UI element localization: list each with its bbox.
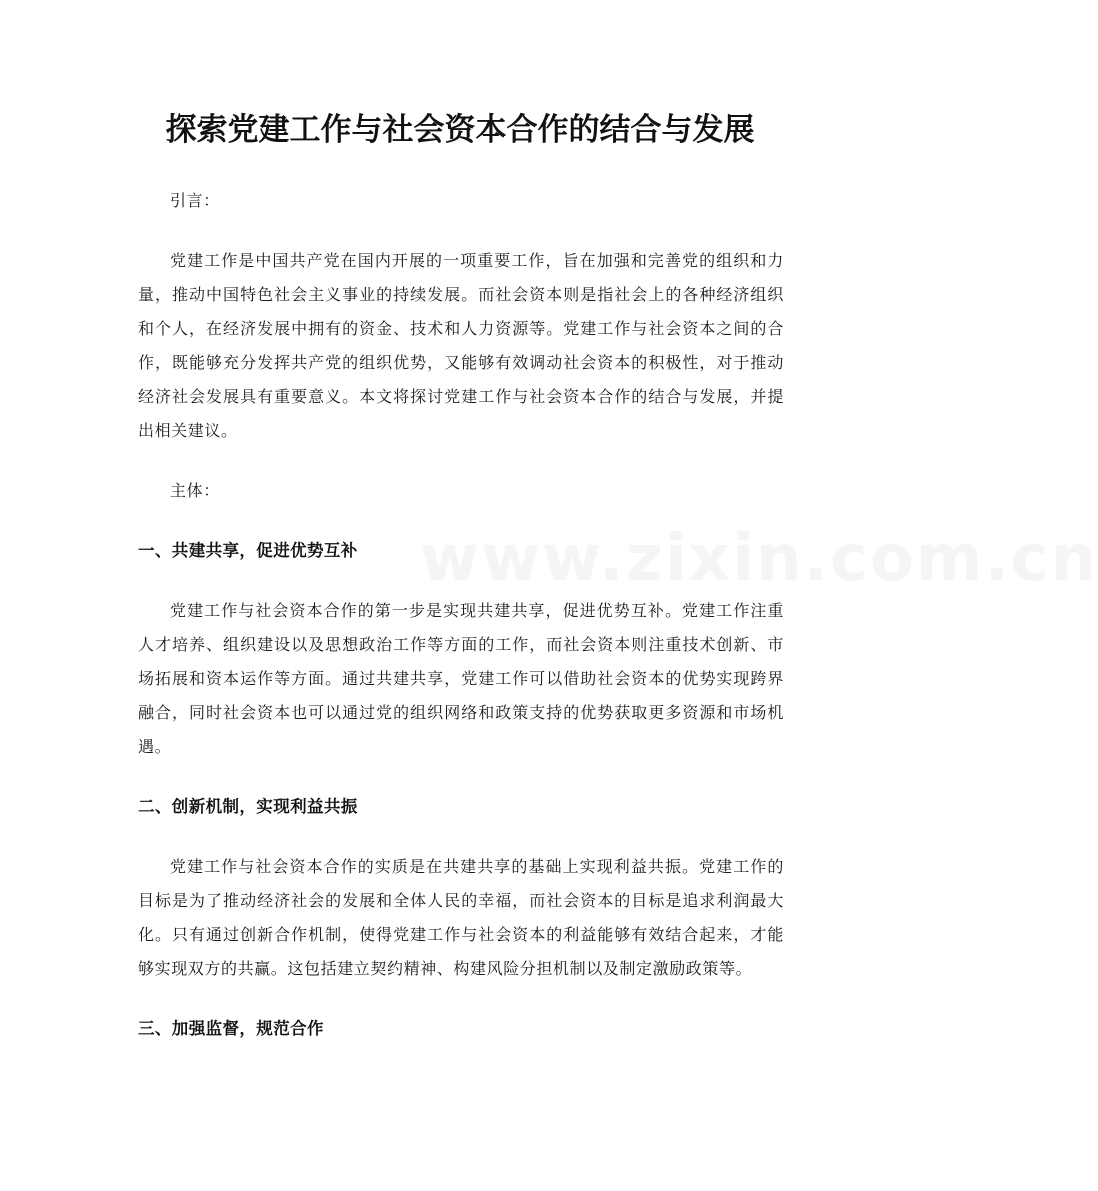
intro-paragraph: 党建工作是中国共产党在国内开展的一项重要工作，旨在加强和完善党的组织和力量，推动中国特色社会主义事业的持续发展。而社会资本则是指社会上的各种经济组织和个人，在经济发展中拥有的资金、技术和人力资源等。党建工作与社会资本之间的合作，既能够充分发挥共产党的组织优势，又能够有效调动社会资本的积极性，对于推动经济社会发展具有重要意义。本文将探讨党建工作与社会资本合作的结合与发展，并提出相关建议。 bbox=[138, 251, 784, 440]
section-paragraph-1: 党建工作与社会资本合作的第一步是实现共建共享，促进优势互补。党建工作注重人才培养、组织建设以及思想政治工作等方面的工作，而社会资本则注重技术创新、市场拓展和资本运作等方面。通过共建共享，党建工作可以借助社会资本的优势实现跨界融合，同时社会资本也可以通过党的组织网络和政策支持的优势获取更多资源和市场机遇。 bbox=[138, 601, 784, 756]
document-body bbox=[138, 184, 784, 1046]
section-heading-2: 二、创新机制，实现利益共振 bbox=[138, 797, 358, 816]
intro-label: 引言： bbox=[170, 191, 220, 210]
watermark: www.zixin.com.cn bbox=[420, 522, 1098, 596]
section-heading-1: 一、共建共享，促进优势互补 bbox=[138, 541, 358, 560]
section-paragraph-2: 党建工作与社会资本合作的实质是在共建共享的基础上实现利益共振。党建工作的目标是为了推动经济社会的发展和全体人民的幸福，而社会资本的目标是追求利润最大化。只有通过创新合作机制，使得党建工作与社会资本的利益能够有效结合起来，才能够实现双方的共赢。这包括建立契约精神、构建风险分担机制以及制定激励政策等。 bbox=[138, 857, 784, 978]
document-title: 探索党建工作与社会资本合作的结合与发展 bbox=[165, 112, 755, 148]
section-heading-3: 三、加强监督，规范合作 bbox=[138, 1019, 324, 1038]
body-label: 主体： bbox=[170, 481, 220, 500]
